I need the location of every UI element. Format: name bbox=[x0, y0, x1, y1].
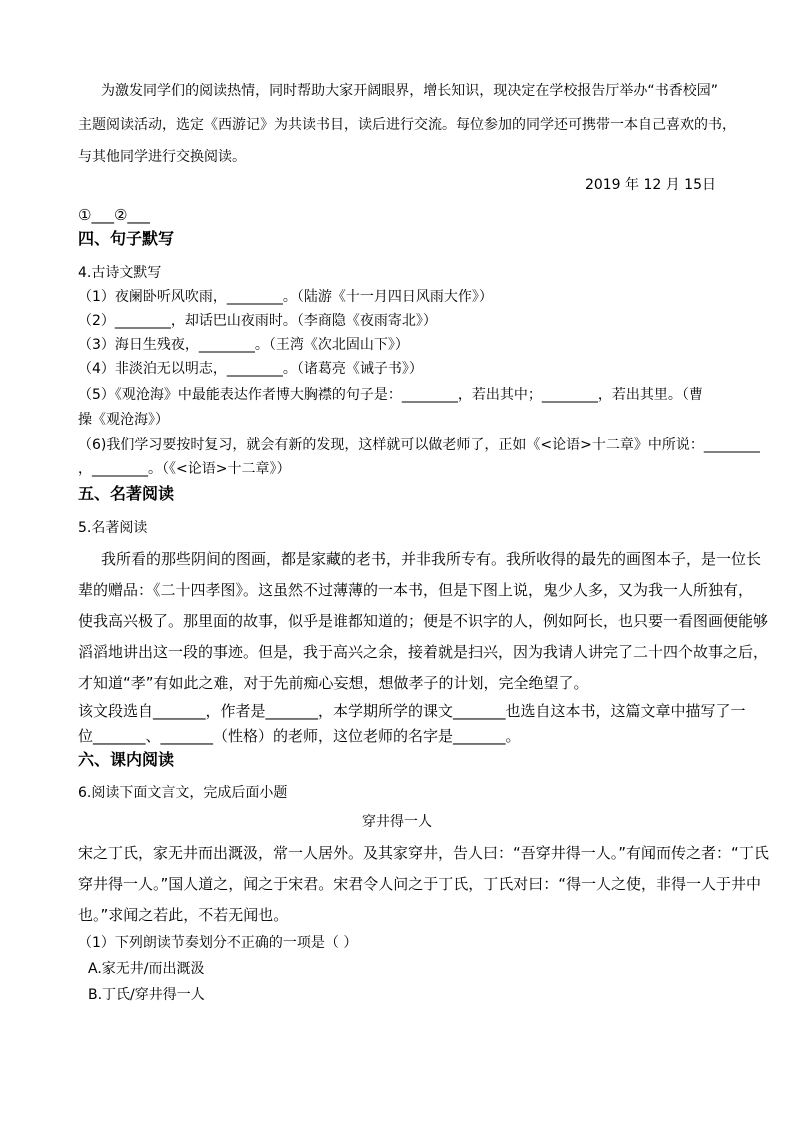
classical-text-line: 宋之丁氏，家无井而出溉汲，常一人居外。及其家穿井，告人曰：“吾穿井得一人。”有闻而传之者：“丁氏 bbox=[78, 844, 769, 862]
option-b: B.丁氏/穿井得一人 bbox=[88, 987, 205, 1003]
section-heading-5: 五、名著阅读 bbox=[78, 484, 175, 503]
poem-item: （6)我们学习要按时复习，就会有新的发现，这样就可以做老师了，正如《<论语>十二章》中所说：________ bbox=[78, 437, 760, 453]
sub-question: （1）下列朗读节奏划分不正确的一项是（ ） bbox=[78, 935, 358, 951]
passage-line: 辈的赠品：《二十四孝图》。这虽然不过薄薄的一本书，但是下图上说，鬼少人多，又为我一人所独有， bbox=[78, 581, 754, 599]
poem-item: （5）《观沧海》中最能表达作者博大胸襟的句子是：________，若出其中；________，若出其里。（曹 bbox=[78, 387, 703, 403]
notice-line-1: 为激发同学们的阅读热情，同时帮助大家开阔眼界，增长知识，现决定在学校报告厅举办“书香校园” bbox=[101, 83, 718, 99]
poem-item: 操《观沧海》） bbox=[78, 412, 169, 428]
question-label-4: 4.古诗文默写 bbox=[78, 265, 162, 281]
poem-item: （4）非淡泊无以明志，________。（诸葛亮《诫子书》） bbox=[78, 361, 423, 377]
answer-blanks: ①___②___ bbox=[78, 206, 150, 224]
notice-line-3: 与其他同学进行交换阅读。 bbox=[78, 149, 246, 165]
section-heading-6: 六、课内阅读 bbox=[78, 750, 175, 769]
poem-item: （3）海日生残夜，________。（王湾《次北固山下》） bbox=[78, 337, 409, 353]
book-question-line-1: 该文段选自_______，作者是_______，本学期所学的课文_______也选自这本书，这篇文章中描写了一 bbox=[78, 702, 746, 720]
classical-text-line: 也。”求闻之若此，不若无闻也。 bbox=[78, 906, 289, 924]
notice-date: 2019 年 12 月 15日 bbox=[584, 177, 716, 193]
question-label-5: 5.名著阅读 bbox=[78, 520, 148, 536]
book-question-line-2: 位_______、_______（性格）的老师，这位老师的名字是_______。 bbox=[78, 727, 521, 745]
option-a: A.家无井/而出溉汲 bbox=[88, 961, 205, 977]
passage-line: 才知道“孝”有如此之难，对于先前痴心妄想，想做孝子的计划，完全绝望了。 bbox=[78, 674, 589, 692]
notice-line-2: 主题阅读活动，选定《西游记》为共读书目，读后进行交流。每位参加的同学还可携带一本自己喜欢的书， bbox=[78, 117, 736, 133]
poem-item: （1）夜阑卧听风吹雨，________。（陆游《十一月四日风雨大作》） bbox=[78, 289, 493, 305]
passage-line: 我所看的那些阴间的图画，都是家藏的老书，并非我所专有。我所收得的最先的画图本子，是一位长 bbox=[101, 550, 762, 568]
poem-item: ，________。（《<论语>十二章》） bbox=[78, 461, 291, 477]
question-label-6: 6.阅读下面文言文，完成后面小题 bbox=[78, 785, 288, 801]
classical-text-title: 穿井得一人 bbox=[362, 814, 432, 830]
passage-line: 滔滔地讲出这一段的事迹。但是，我于高兴之余，接着就是扫兴，因为我请人讲完了二十四个故事之后， bbox=[78, 643, 769, 661]
section-heading-4: 四、句子默写 bbox=[78, 229, 175, 248]
passage-line: 使我高兴极了。那里面的故事，似乎是谁都知道的；便是不识字的人，例如阿长，也只要一看图画便能够 bbox=[78, 612, 769, 630]
classical-text-line: 穿井得一人。”国人道之，闻之于宋君。宋君令人问之于丁氏，丁氏对曰：“得一人之使，非得一人于井中 bbox=[78, 875, 762, 893]
poem-item: （2）________，却话巴山夜雨时。（李商隐《夜雨寄北》） bbox=[78, 313, 437, 329]
